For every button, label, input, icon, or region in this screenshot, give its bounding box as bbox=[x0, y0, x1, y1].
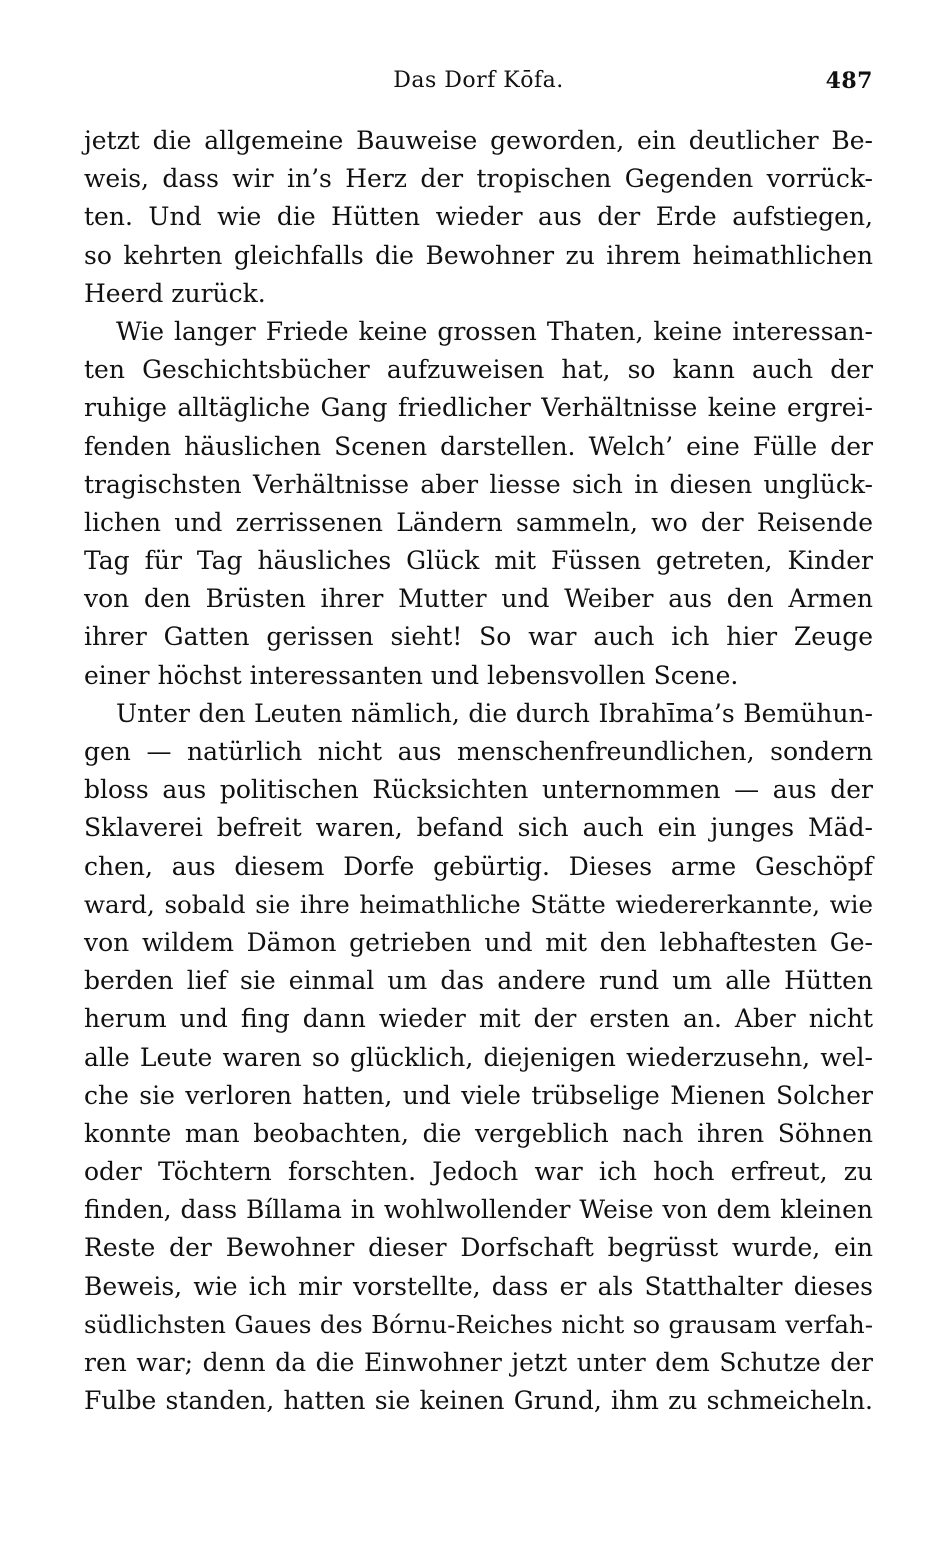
text-line: gen — natürlich nicht aus menschenfreundlichen, sondern bbox=[84, 737, 873, 766]
paragraph-1 bbox=[84, 122, 873, 313]
text-line: Unter den Leuten nämlich, die durch Ibrahīma’s Bemühun- bbox=[116, 698, 873, 728]
text-line: jetzt die allgemeine Bauweise geworden, ein deutlicher Be- bbox=[84, 126, 873, 155]
text-line: so kehrten gleichfalls die Bewohner zu ihrem heimathlichen bbox=[84, 240, 873, 270]
text-line: Heerd zurück. bbox=[84, 278, 266, 308]
text-line: finden, dass Bíllama in wohlwollender Weise von dem kleinen bbox=[84, 1195, 873, 1225]
text-line: alle Leute waren so glücklich, diejenigen wiederzusehn, wel- bbox=[84, 1042, 873, 1072]
text-line: lichen und zerrissenen Ländern sammeln, wo der Reisende bbox=[84, 507, 873, 537]
text-line: einer höchst interessanten und lebensvollen Scene. bbox=[84, 660, 739, 690]
text-line: bloss aus politischen Rücksichten unternommen — aus der bbox=[84, 775, 873, 805]
running-title: Das Dorf Kōfa. bbox=[393, 68, 564, 93]
paragraph-3 bbox=[84, 695, 873, 1421]
text-line: von den Brüsten ihrer Mutter und Weiber aus den Armen bbox=[84, 584, 873, 614]
text-line: che sie verloren hatten, und viele trübselige Mienen Solcher bbox=[84, 1080, 873, 1110]
text-line: tragischsten Verhältnisse aber liesse sich in diesen unglück- bbox=[84, 469, 873, 499]
page-number: 487 bbox=[825, 68, 873, 94]
text-line: ten. Und wie die Hütten wieder aus der Erde aufstiegen, bbox=[84, 202, 873, 232]
text-line: Wie langer Friede keine grossen Thaten, keine interessan- bbox=[116, 316, 873, 346]
text-line: berden lief sie einmal um das andere rund um alle Hütten bbox=[84, 966, 873, 996]
text-line: von wildem Dämon getrieben und mit den lebhaftesten Ge- bbox=[84, 927, 873, 957]
text-line: herum und fing dann wieder mit der ersten an. Aber nicht bbox=[84, 1004, 873, 1034]
text-line: ten Geschichtsbücher aufzuweisen hat, so kann auch der bbox=[84, 355, 873, 385]
body-text bbox=[84, 122, 873, 1420]
text-line: ruhige alltägliche Gang friedlicher Verhältnisse keine ergrei- bbox=[84, 393, 873, 423]
text-line: konnte man beobachten, die vergeblich nach ihren Söhnen bbox=[84, 1118, 873, 1148]
paragraph-2 bbox=[84, 313, 873, 695]
text-line: oder Töchtern forschten. Jedoch war ich hoch erfreut, zu bbox=[84, 1157, 873, 1187]
text-line: Fulbe standen, hatten sie keinen Grund, ihm zu schmeicheln. bbox=[84, 1386, 873, 1416]
text-line: weis, dass wir in’s Herz der tropischen Gegenden vorrück- bbox=[84, 164, 873, 194]
text-line: fenden häuslichen Scenen darstellen. Welch’ eine Fülle der bbox=[84, 431, 873, 461]
running-head bbox=[84, 68, 873, 98]
text-line: Beweis, wie ich mir vorstellte, dass er als Statthalter dieses bbox=[84, 1271, 873, 1301]
text-line: ren war; denn da die Einwohner jetzt unter dem Schutze der bbox=[84, 1348, 873, 1377]
text-line: ihrer Gatten gerissen sieht! So war auch ich hier Zeuge bbox=[84, 622, 873, 652]
text-line: Sklaverei befreit waren, befand sich auch ein junges Mäd- bbox=[84, 813, 873, 843]
text-line: südlichsten Gaues des Bórnu-Reiches nicht so grausam verfah- bbox=[84, 1309, 873, 1339]
text-line: ward, sobald sie ihre heimathliche Stätte wiedererkannte, wie bbox=[84, 889, 873, 919]
text-line: chen, aus diesem Dorfe gebürtig. Dieses arme Geschöpf bbox=[84, 851, 873, 881]
text-line: Reste der Bewohner dieser Dorfschaft begrüsst wurde, ein bbox=[84, 1233, 873, 1263]
text-line: Tag für Tag häusliches Glück mit Füssen getreten, Kinder bbox=[84, 546, 873, 576]
